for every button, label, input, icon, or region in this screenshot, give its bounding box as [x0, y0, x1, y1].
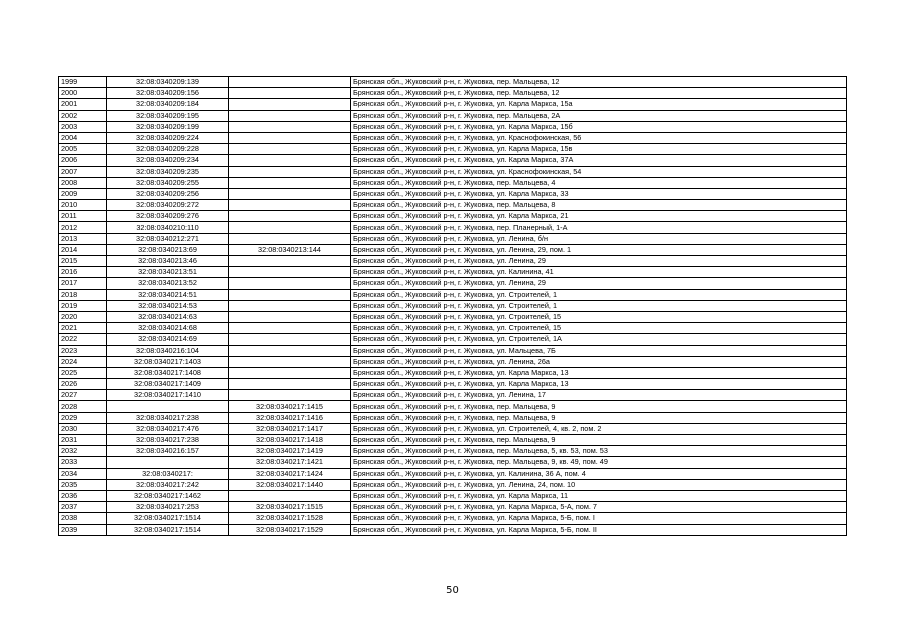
address-cell: Брянская обл., Жуковский р-н, г. Жуковка, ул. Ленина, 29	[351, 278, 847, 289]
row-number-cell: 2027	[59, 390, 107, 401]
page-number: 50	[446, 585, 459, 596]
table-row	[59, 468, 847, 479]
cadastral-number-cell: 32:08:0340214:69	[107, 334, 229, 345]
row-number-cell: 2015	[59, 256, 107, 267]
cadastral-number-secondary-cell	[229, 121, 351, 132]
address-cell: Брянская обл., Жуковский р-н, г. Жуковка, пер. Мальцева, 12	[351, 88, 847, 99]
row-number-cell: 2003	[59, 121, 107, 132]
cadastral-number-secondary-cell	[229, 267, 351, 278]
table-row	[59, 155, 847, 166]
cadastral-number-cell: 32:08:0340209:272	[107, 200, 229, 211]
row-number-cell: 2004	[59, 132, 107, 143]
cadastral-number-secondary-cell	[229, 222, 351, 233]
cadastral-number-cell: 32:08:0340214:63	[107, 311, 229, 322]
cadastral-number-cell: 32:08:0340209:234	[107, 155, 229, 166]
address-cell: Брянская обл., Жуковский р-н, г. Жуковка, ул. Карла Маркса, 15в	[351, 144, 847, 155]
cadastral-number-secondary-cell: 32:08:0340217:1424	[229, 468, 351, 479]
cadastral-number-secondary-cell: 32:08:0340217:1417	[229, 423, 351, 434]
cadastral-number-cell: 32:08:0340217:1409	[107, 379, 229, 390]
row-number-cell: 2011	[59, 211, 107, 222]
table-row	[59, 188, 847, 199]
cadastral-number-secondary-cell	[229, 256, 351, 267]
address-cell: Брянская обл., Жуковский р-н, г. Жуковка, ул. Карла Маркса, 15а	[351, 99, 847, 110]
address-cell: Брянская обл., Жуковский р-н, г. Жуковка, ул. Карла Маркса, 5-Б, пом. II	[351, 524, 847, 535]
cadastral-number-cell: 32:08:0340214:68	[107, 323, 229, 334]
cadastral-number-secondary-cell	[229, 300, 351, 311]
cadastral-number-cell: 32:08:0340217:238	[107, 435, 229, 446]
row-number-cell: 2028	[59, 401, 107, 412]
row-number-cell: 2037	[59, 502, 107, 513]
cadastral-number-secondary-cell: 32:08:0340217:1419	[229, 446, 351, 457]
address-cell: Брянская обл., Жуковский р-н, г. Жуковка, ул. Карла Маркса, 13	[351, 379, 847, 390]
cadastral-number-secondary-cell	[229, 155, 351, 166]
table-row	[59, 289, 847, 300]
cadastral-number-cell: 32:08:0340209:139	[107, 77, 229, 88]
cadastral-number-cell: 32:08:0340213:52	[107, 278, 229, 289]
row-number-cell: 2024	[59, 356, 107, 367]
row-number-cell: 2023	[59, 345, 107, 356]
row-number-cell: 2014	[59, 244, 107, 255]
row-number-cell: 2032	[59, 446, 107, 457]
address-cell: Брянская обл., Жуковский р-н, г. Жуковка, ул. Ленина, 17	[351, 390, 847, 401]
cadastral-number-secondary-cell	[229, 379, 351, 390]
address-cell: Брянская обл., Жуковский р-н, г. Жуковка, ул. Карла Маркса, 5-А, пом. 7	[351, 502, 847, 513]
address-cell: Брянская обл., Жуковский р-н, г. Жуковка, ул. Ленина, 29, пом. 1	[351, 244, 847, 255]
row-number-cell: 2030	[59, 423, 107, 434]
table-row	[59, 200, 847, 211]
address-cell: Брянская обл., Жуковский р-н, г. Жуковка, пер. Мальцева, 9	[351, 435, 847, 446]
table-row	[59, 490, 847, 501]
table-row	[59, 177, 847, 188]
address-cell: Брянская обл., Жуковский р-н, г. Жуковка, ул. Краснофокинская, 54	[351, 166, 847, 177]
table-row	[59, 77, 847, 88]
cadastral-number-secondary-cell: 32:08:0340217:1529	[229, 524, 351, 535]
cadastral-number-secondary-cell: 32:08:0340213:144	[229, 244, 351, 255]
cadastral-number-cell: 32:08:0340209:256	[107, 188, 229, 199]
row-number-cell: 2022	[59, 334, 107, 345]
cadastral-number-cell: 32:08:0340209:156	[107, 88, 229, 99]
table-row	[59, 88, 847, 99]
address-cell: Брянская обл., Жуковский р-н, г. Жуковка, ул. Ленина, 29	[351, 256, 847, 267]
address-cell: Брянская обл., Жуковский р-н, г. Жуковка, пер. Мальцева, 12	[351, 77, 847, 88]
cadastral-number-cell	[107, 401, 229, 412]
address-cell: Брянская обл., Жуковский р-н, г. Жуковка, ул. Строителей, 1	[351, 289, 847, 300]
address-cell: Брянская обл., Жуковский р-н, г. Жуковка, ул. Строителей, 1А	[351, 334, 847, 345]
table-row	[59, 446, 847, 457]
address-cell: Брянская обл., Жуковский р-н, г. Жуковка, ул. Строителей, 15	[351, 323, 847, 334]
table-row	[59, 524, 847, 535]
table-row	[59, 457, 847, 468]
cadastral-number-cell: 32:08:0340213:51	[107, 267, 229, 278]
address-cell: Брянская обл., Жуковский р-н, г. Жуковка, ул. Карла Маркса, 33	[351, 188, 847, 199]
row-number-cell: 2001	[59, 99, 107, 110]
table-row	[59, 479, 847, 490]
cadastral-number-cell	[107, 457, 229, 468]
cadastral-number-secondary-cell	[229, 334, 351, 345]
cadastral-number-secondary-cell	[229, 233, 351, 244]
cadastral-number-cell: 32:08:0340217:1410	[107, 390, 229, 401]
table-row	[59, 222, 847, 233]
table-row	[59, 132, 847, 143]
table-row	[59, 121, 847, 132]
cadastral-number-secondary-cell	[229, 77, 351, 88]
address-cell: Брянская обл., Жуковский р-н, г. Жуковка, ул. Строителей, 1	[351, 300, 847, 311]
row-number-cell: 2031	[59, 435, 107, 446]
cadastral-number-cell: 32:08:0340209:195	[107, 110, 229, 121]
row-number-cell: 2036	[59, 490, 107, 501]
cadastral-number-secondary-cell	[229, 188, 351, 199]
cadastral-number-secondary-cell	[229, 200, 351, 211]
cadastral-number-cell: 32:08:0340210:110	[107, 222, 229, 233]
cadastral-number-secondary-cell	[229, 99, 351, 110]
registry-table-body	[59, 77, 847, 536]
address-cell: Брянская обл., Жуковский р-н, г. Жуковка, ул. Карла Маркса, 5-Б, пом. I	[351, 513, 847, 524]
cadastral-number-secondary-cell	[229, 177, 351, 188]
table-row	[59, 356, 847, 367]
cadastral-number-cell: 32:08:0340213:69	[107, 244, 229, 255]
address-cell: Брянская обл., Жуковский р-н, г. Жуковка, ул. Калинина, 36 А, пом. 4	[351, 468, 847, 479]
address-cell: Брянская обл., Жуковский р-н, г. Жуковка, пер. Мальцева, 9, кв. 49, пом. 49	[351, 457, 847, 468]
cadastral-number-secondary-cell	[229, 211, 351, 222]
table-row	[59, 367, 847, 378]
table-row	[59, 211, 847, 222]
cadastral-number-secondary-cell: 32:08:0340217:1515	[229, 502, 351, 513]
address-cell: Брянская обл., Жуковский р-н, г. Жуковка, ул. Строителей, 15	[351, 311, 847, 322]
cadastral-number-cell: 32:08:0340216:104	[107, 345, 229, 356]
table-row	[59, 99, 847, 110]
table-row	[59, 144, 847, 155]
table-row	[59, 278, 847, 289]
row-number-cell: 2000	[59, 88, 107, 99]
cadastral-number-cell: 32:08:0340213:46	[107, 256, 229, 267]
row-number-cell: 2020	[59, 311, 107, 322]
row-number-cell: 2026	[59, 379, 107, 390]
row-number-cell: 2035	[59, 479, 107, 490]
row-number-cell: 2010	[59, 200, 107, 211]
address-cell: Брянская обл., Жуковский р-н, г. Жуковка, ул. Карла Маркса, 37А	[351, 155, 847, 166]
row-number-cell: 2039	[59, 524, 107, 535]
cadastral-number-secondary-cell: 32:08:0340217:1528	[229, 513, 351, 524]
table-row	[59, 334, 847, 345]
table-row	[59, 435, 847, 446]
row-number-cell: 2033	[59, 457, 107, 468]
table-row	[59, 110, 847, 121]
cadastral-number-secondary-cell: 32:08:0340217:1416	[229, 412, 351, 423]
address-cell: Брянская обл., Жуковский р-н, г. Жуковка, пер. Мальцева, 9	[351, 401, 847, 412]
cadastral-number-secondary-cell	[229, 490, 351, 501]
cadastral-number-secondary-cell: 32:08:0340217:1418	[229, 435, 351, 446]
table-row	[59, 513, 847, 524]
cadastral-number-secondary-cell	[229, 289, 351, 300]
cadastral-number-cell: 32:08:0340209:228	[107, 144, 229, 155]
row-number-cell: 2008	[59, 177, 107, 188]
cadastral-number-cell: 32:08:0340217:238	[107, 412, 229, 423]
cadastral-number-cell: 32:08:0340217:242	[107, 479, 229, 490]
row-number-cell: 2038	[59, 513, 107, 524]
row-number-cell: 2034	[59, 468, 107, 479]
cadastral-number-cell: 32:08:0340217:	[107, 468, 229, 479]
table-row	[59, 311, 847, 322]
cadastral-number-cell: 32:08:0340217:1403	[107, 356, 229, 367]
table-row	[59, 423, 847, 434]
cadastral-number-cell: 32:08:0340209:235	[107, 166, 229, 177]
cadastral-number-cell: 32:08:0340214:53	[107, 300, 229, 311]
cadastral-number-cell: 32:08:0340209:199	[107, 121, 229, 132]
cadastral-number-cell: 32:08:0340209:276	[107, 211, 229, 222]
table-row	[59, 300, 847, 311]
cadastral-number-secondary-cell: 32:08:0340217:1440	[229, 479, 351, 490]
table-row	[59, 244, 847, 255]
cadastral-number-cell: 32:08:0340217:1514	[107, 524, 229, 535]
address-cell: Брянская обл., Жуковский р-н, г. Жуковка, пер. Мальцева, 8	[351, 200, 847, 211]
address-cell: Брянская обл., Жуковский р-н, г. Жуковка, пер. Мальцева, 4	[351, 177, 847, 188]
row-number-cell: 2017	[59, 278, 107, 289]
cadastral-number-secondary-cell	[229, 390, 351, 401]
address-cell: Брянская обл., Жуковский р-н, г. Жуковка, ул. Карла Маркса, 21	[351, 211, 847, 222]
cadastral-number-secondary-cell: 32:08:0340217:1415	[229, 401, 351, 412]
row-number-cell: 2025	[59, 367, 107, 378]
row-number-cell: 2005	[59, 144, 107, 155]
table-row	[59, 166, 847, 177]
address-cell: Брянская обл., Жуковский р-н, г. Жуковка, ул. Карла Маркса, 13	[351, 367, 847, 378]
cadastral-number-secondary-cell	[229, 367, 351, 378]
row-number-cell: 2007	[59, 166, 107, 177]
table-row	[59, 267, 847, 278]
table-row	[59, 502, 847, 513]
row-number-cell: 2006	[59, 155, 107, 166]
cadastral-number-cell: 32:08:0340217:1514	[107, 513, 229, 524]
row-number-cell: 1999	[59, 77, 107, 88]
address-cell: Брянская обл., Жуковский р-н, г. Жуковка, ул. Карла Маркса, 11	[351, 490, 847, 501]
cadastral-number-secondary-cell	[229, 345, 351, 356]
row-number-cell: 2012	[59, 222, 107, 233]
cadastral-number-secondary-cell	[229, 166, 351, 177]
row-number-cell: 2018	[59, 289, 107, 300]
address-cell: Брянская обл., Жуковский р-н, г. Жуковка, ул. Ленина, 26а	[351, 356, 847, 367]
row-number-cell: 2029	[59, 412, 107, 423]
table-row	[59, 401, 847, 412]
cadastral-number-cell: 32:08:0340217:253	[107, 502, 229, 513]
row-number-cell: 2019	[59, 300, 107, 311]
address-cell: Брянская обл., Жуковский р-н, г. Жуковка, ул. Ленина, б/н	[351, 233, 847, 244]
cadastral-number-secondary-cell	[229, 311, 351, 322]
cadastral-number-secondary-cell	[229, 132, 351, 143]
table-row	[59, 379, 847, 390]
table-row	[59, 412, 847, 423]
row-number-cell: 2021	[59, 323, 107, 334]
cadastral-number-cell: 32:08:0340217:476	[107, 423, 229, 434]
cadastral-number-secondary-cell: 32:08:0340217:1421	[229, 457, 351, 468]
cadastral-number-secondary-cell	[229, 144, 351, 155]
cadastral-number-cell: 32:08:0340214:51	[107, 289, 229, 300]
row-number-cell: 2013	[59, 233, 107, 244]
cadastral-number-cell: 32:08:0340212:271	[107, 233, 229, 244]
address-cell: Брянская обл., Жуковский р-н, г. Жуковка, ул. Ленина, 24, пом. 10	[351, 479, 847, 490]
address-cell: Брянская обл., Жуковский р-н, г. Жуковка, ул. Карла Маркса, 15б	[351, 121, 847, 132]
cadastral-number-cell: 32:08:0340217:1462	[107, 490, 229, 501]
table-row	[59, 233, 847, 244]
address-cell: Брянская обл., Жуковский р-н, г. Жуковка, ул. Мальцева, 7Б	[351, 345, 847, 356]
table-row	[59, 323, 847, 334]
address-cell: Брянская обл., Жуковский р-н, г. Жуковка, пер. Мальцева, 2А	[351, 110, 847, 121]
cadastral-number-cell: 32:08:0340217:1408	[107, 367, 229, 378]
table-row	[59, 390, 847, 401]
cadastral-number-cell: 32:08:0340209:255	[107, 177, 229, 188]
cadastral-number-secondary-cell	[229, 110, 351, 121]
row-number-cell: 2002	[59, 110, 107, 121]
cadastral-number-cell: 32:08:0340216:157	[107, 446, 229, 457]
cadastral-number-secondary-cell	[229, 278, 351, 289]
address-cell: Брянская обл., Жуковский р-н, г. Жуковка, пер. Планерный, 1-А	[351, 222, 847, 233]
address-cell: Брянская обл., Жуковский р-н, г. Жуковка, ул. Калинина, 41	[351, 267, 847, 278]
address-cell: Брянская обл., Жуковский р-н, г. Жуковка, пер. Мальцева, 9	[351, 412, 847, 423]
address-cell: Брянская обл., Жуковский р-н, г. Жуковка, ул. Краснофокинская, 56	[351, 132, 847, 143]
row-number-cell: 2009	[59, 188, 107, 199]
cadastral-number-cell: 32:08:0340209:224	[107, 132, 229, 143]
row-number-cell: 2016	[59, 267, 107, 278]
cadastral-number-cell: 32:08:0340209:184	[107, 99, 229, 110]
address-cell: Брянская обл., Жуковский р-н, г. Жуковка, ул. Строителей, 4, кв. 2, пом. 2	[351, 423, 847, 434]
cadastral-number-secondary-cell	[229, 323, 351, 334]
address-cell: Брянская обл., Жуковский р-н, г. Жуковка, пер. Мальцева, 5, кв. 53, пом. 53	[351, 446, 847, 457]
property-registry-table	[58, 76, 847, 536]
cadastral-number-secondary-cell	[229, 356, 351, 367]
table-row	[59, 256, 847, 267]
cadastral-number-secondary-cell	[229, 88, 351, 99]
table-row	[59, 345, 847, 356]
